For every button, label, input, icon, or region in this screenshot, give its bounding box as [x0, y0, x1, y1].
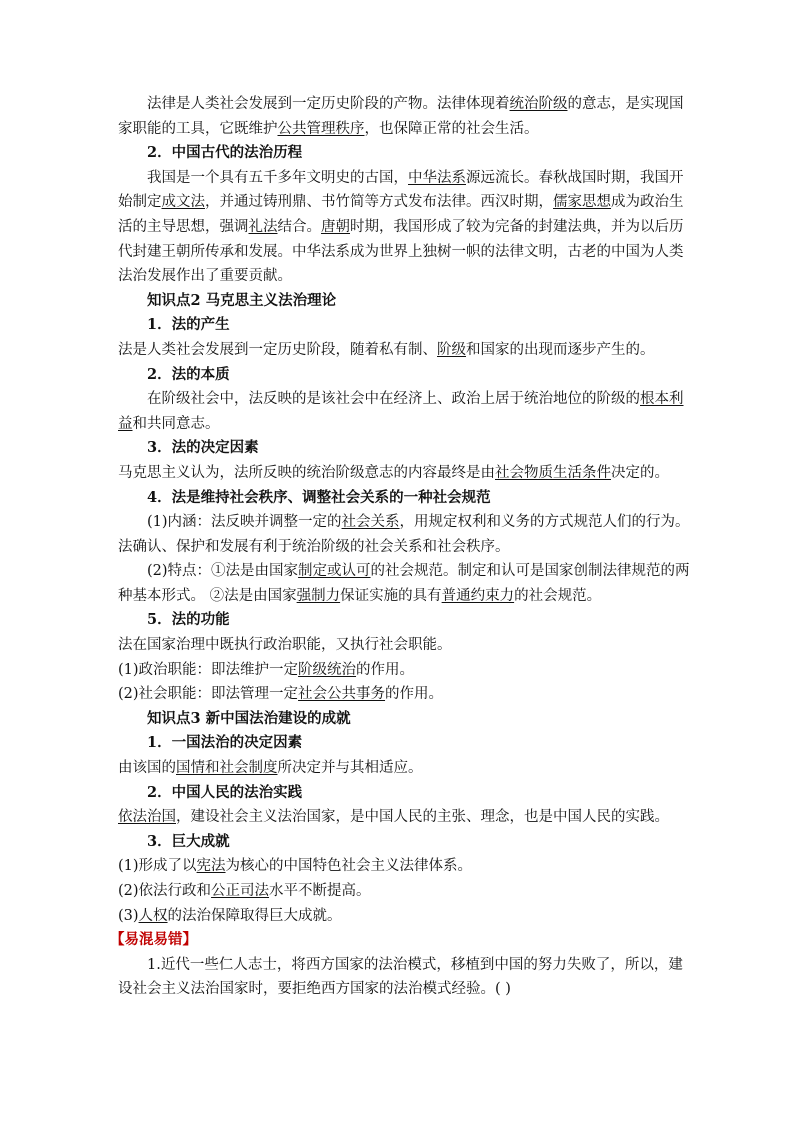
key-term: 人权: [138, 907, 168, 924]
paragraph-line: 家职能的工具，它既维护公共管理秩序，也保障正常的社会生活。: [118, 120, 539, 137]
paragraph-line: (1)内涵：法反映并调整一定的社会关系，用规定权利和义务的方式规范人们的行为。: [147, 514, 690, 531]
key-term: 社会关系: [341, 514, 400, 531]
paragraph-line: 活的主导思想，强调礼法结合。唐朝时期，我国形成了较为完备的封建法典，并为以后历: [118, 218, 684, 235]
key-term: 公正司法: [211, 883, 270, 899]
paragraph-line: (3)人权的法治保障取得巨大成就。: [118, 907, 342, 924]
paragraph-line: 我国是一个具有五千多年文明史的古国，中华法系源远流长。春秋战国时期，我国开: [147, 169, 684, 186]
paragraph-line: (2)特点：①法是由国家制定或认可的社会规范。制定和认可是国家创制法律规范的两: [147, 563, 690, 580]
paragraph-line: 法治发展作出了重要贡献。: [118, 268, 292, 285]
key-term: 阶级统治: [298, 661, 357, 678]
key-term: 成文法: [161, 194, 205, 211]
section-heading: 4．法是维持社会秩序、调整社会关系的一种社会规范: [147, 488, 491, 506]
key-term: 国情和社会制度: [176, 760, 278, 777]
key-term: 唐朝: [321, 218, 350, 235]
paragraph-line: (1)政治职能：即法维护一定阶级统治的作用。: [118, 661, 415, 678]
document-page: [110, 92, 690, 1002]
key-term: 根本利: [640, 391, 684, 408]
knowledge-point-heading: 知识点3 新中国法治建设的成就: [147, 709, 351, 727]
question-line: 设社会主义法治国家时，要拒绝西方国家的法治模式经验。( ): [118, 981, 511, 998]
key-term: 普通约束力: [441, 587, 515, 604]
key-term: 宪法: [196, 858, 226, 875]
paragraph-line: (2)依法行政和公正司法水平不断提高。: [118, 883, 371, 899]
section-heading: 2．法的本质: [147, 365, 230, 383]
key-term: 统治阶级: [509, 96, 568, 112]
paragraph-line: 由该国的国情和社会制度所决定并与其相适应。: [118, 760, 423, 777]
key-term: 益: [118, 415, 133, 432]
paragraph-line: 种基本形式。 ②法是由国家强制力保证实施的具有普通约束力的社会规范。: [118, 587, 602, 604]
key-term: 礼法: [248, 218, 278, 235]
key-term: 阶级: [437, 341, 466, 358]
paragraph-line: (1)形成了以宪法为核心的中国特色社会主义法律体系。: [118, 858, 473, 875]
question-line: 1.近代一些仁人志士，将西方国家的法治模式，移植到中国的努力失败了，所以，建: [147, 956, 683, 973]
paragraph-line: 益和共同意志。: [118, 415, 220, 432]
key-term: 社会公共事务: [298, 686, 386, 703]
key-term: 中华法系: [408, 169, 466, 186]
key-term: 依法治国: [118, 809, 176, 826]
section-heading: 5．法的功能: [147, 611, 230, 629]
key-term: 儒家思想: [553, 194, 611, 211]
section-heading: 3．法的决定因素: [147, 439, 259, 457]
section-heading: 2．中国古代的法治历程: [147, 144, 303, 162]
key-term: 社会物质生活条件: [495, 464, 611, 481]
knowledge-point-heading: 知识点2 马克思主义法治理论: [147, 291, 337, 309]
paragraph-line: 代封建王朝所传承和发展。中华法系成为世界上独树一帜的法律文明，古老的中国为人类: [118, 243, 684, 260]
key-term: 制定或认可: [298, 563, 371, 580]
paragraph-line: 法确认、保护和发展有利于统治阶级的社会关系和社会秩序。: [118, 538, 510, 555]
paragraph-line: 始制定成文法，并通过铸刑鼎、书竹简等方式发布法律。西汉时期，儒家思想成为政治生: [118, 194, 684, 211]
section-heading: 1．法的产生: [147, 316, 230, 334]
section-heading: 2．中国人民的法治实践: [147, 783, 303, 801]
key-term: 强制力: [296, 587, 341, 604]
paragraph-line: 法是人类社会发展到一定历史阶段，随着私有制、阶级和国家的出现而逐步产生的。: [118, 341, 655, 358]
paragraph-line: 马克思主义认为，法所反映的统治阶级意志的内容最终是由社会物质生活条件决定的。: [118, 464, 669, 481]
paragraph-line: 法律是人类社会发展到一定历史阶段的产物。法律体现着统治阶级的意志，是实现国: [147, 96, 684, 112]
paragraph-line: 在阶级社会中，法反映的是该社会中在经济上、政治上居于统治地位的阶级的根本利: [147, 391, 684, 408]
paragraph-line: 依法治国，建设社会主义法治国家，是中国人民的主张、理念，也是中国人民的实践。: [118, 809, 669, 826]
paragraph-line: 法在国家治理中既执行政治职能，又执行社会职能。: [118, 637, 452, 654]
key-term: 公共管理秩序: [277, 120, 365, 137]
error-prone-heading: 【易混易错】: [110, 931, 197, 949]
section-heading: 3．巨大成就: [147, 832, 230, 850]
section-heading: 1．一国法治的决定因素: [147, 734, 303, 752]
paragraph-line: (2)社会职能：即法管理一定社会公共事务的作用。: [118, 686, 444, 703]
